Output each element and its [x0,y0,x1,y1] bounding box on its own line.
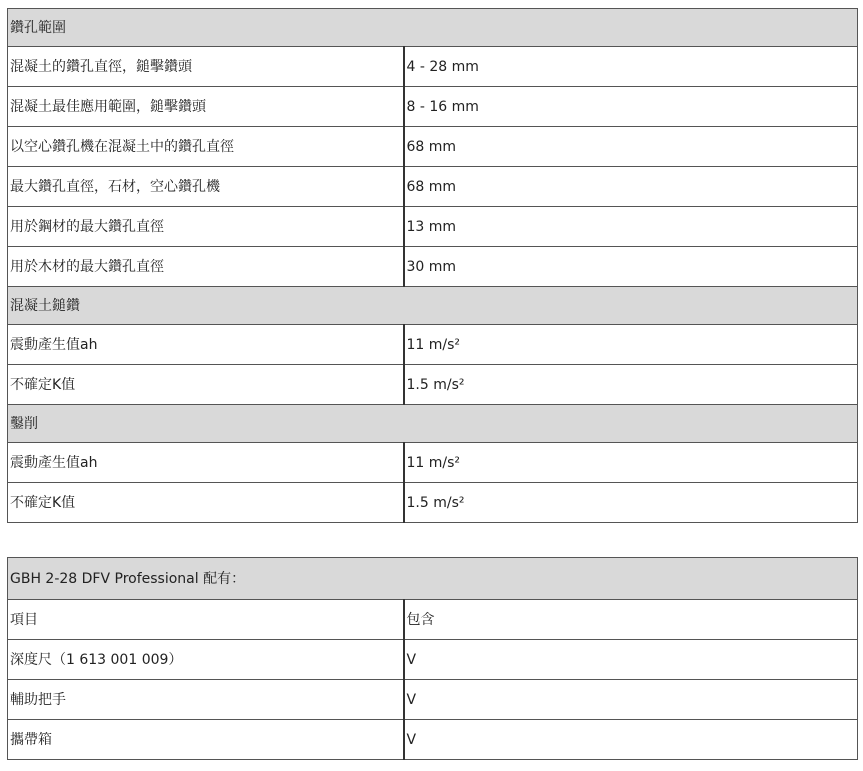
table-row [8,87,858,127]
spec-label: 混凝土的鑽孔直徑，鎚擊鑽頭 [8,47,404,87]
spec-value: 11 m/s² [404,325,858,365]
section-title: GBH 2-28 DFV Professional 配有： [8,558,858,600]
section-header-included [8,558,858,600]
section-header-concrete-hammer-drilling [8,287,858,325]
item-included-mark: V [404,680,858,720]
section-title: 鑽孔範圍 [8,9,858,47]
spec-value: 68 mm [404,127,858,167]
spec-label: 以空心鑽孔機在混凝土中的鑽孔直徑 [8,127,404,167]
spec-value: 30 mm [404,247,858,287]
spec-value: 1.5 m/s² [404,365,858,405]
spec-value: 8 - 16 mm [404,87,858,127]
spec-label: 震動產生值ah [8,325,404,365]
table-row [8,247,858,287]
table-row [8,47,858,87]
spec-value: 1.5 m/s² [404,483,858,523]
table-row [8,325,858,365]
spec-value: 13 mm [404,207,858,247]
column-header-item: 項目 [8,600,404,640]
spec-value: 4 - 28 mm [404,47,858,87]
spec-label: 最大鑽孔直徑，石材，空心鑽孔機 [8,167,404,207]
spec-value: 68 mm [404,167,858,207]
spec-label: 不確定K值 [8,365,404,405]
table-row [8,720,858,760]
spec-label: 不確定K值 [8,483,404,523]
item-included-mark: V [404,720,858,760]
spec-label: 震動產生值ah [8,443,404,483]
table-row [8,483,858,523]
spec-label: 用於木材的最大鑽孔直徑 [8,247,404,287]
section-title: 鑿削 [8,405,858,443]
table-row [8,127,858,167]
item-label: 輔助把手 [8,680,404,720]
item-label: 深度尺（1 613 001 009） [8,640,404,680]
table-row [8,365,858,405]
section-header-chiselling [8,405,858,443]
table-row [8,640,858,680]
table-row [8,167,858,207]
spec-label: 混凝土最佳應用範圍，鎚擊鑽頭 [8,87,404,127]
section-header-drilling-range [8,9,858,47]
section-title: 混凝土鎚鑽 [8,287,858,325]
included-items-table [7,557,858,760]
column-header-included: 包含 [404,600,858,640]
spec-label: 用於鋼材的最大鑽孔直徑 [8,207,404,247]
spec-value: 11 m/s² [404,443,858,483]
item-label: 攜帶箱 [8,720,404,760]
item-included-mark: V [404,640,858,680]
table-header-row [8,600,858,640]
table-row [8,207,858,247]
table-row [8,680,858,720]
drilling-spec-table [7,8,858,523]
table-row [8,443,858,483]
